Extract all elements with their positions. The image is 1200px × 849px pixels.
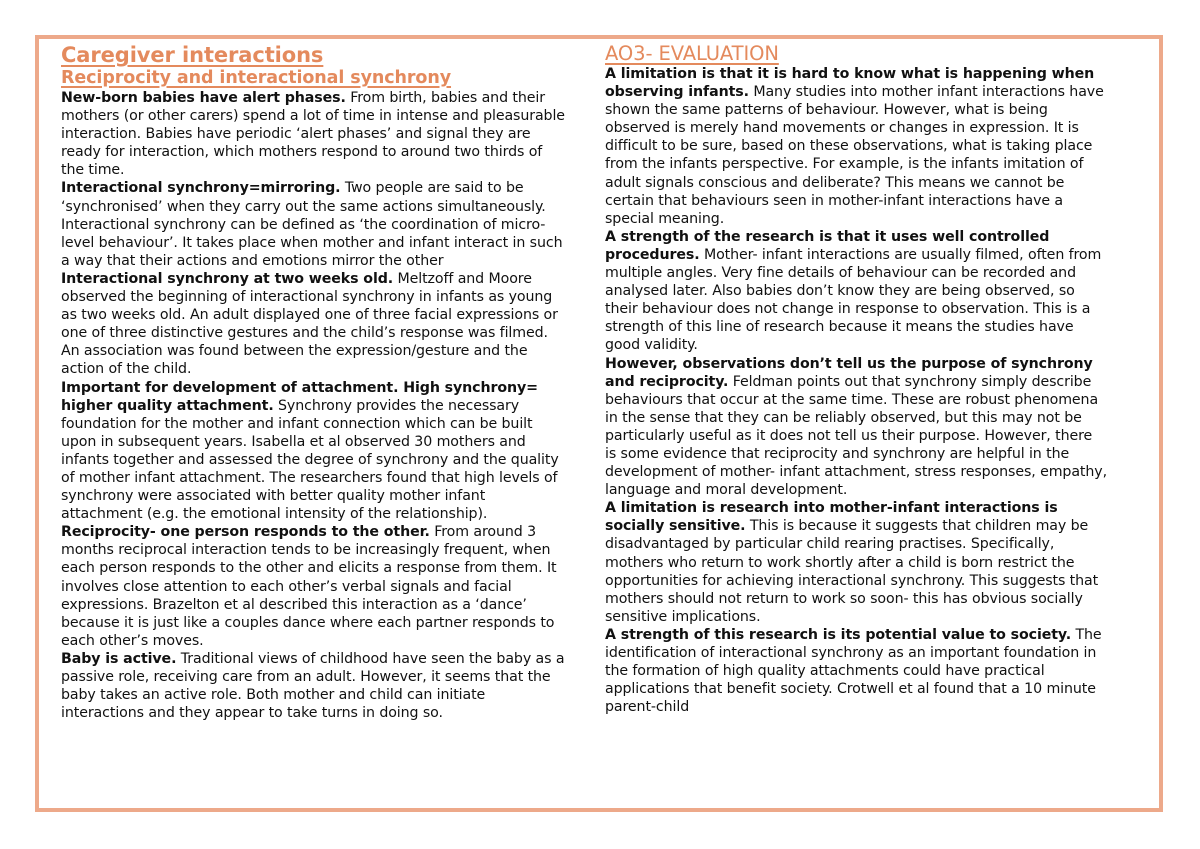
paragraph-body: Mother- infant interactions are usually filmed, often from multiple angles. Very fine details of behaviour can be recorded and analysed later. Also babies don’t know they are being observed, so their behaviour does not change in response to observation. This is a strength of this line of research because it means the studies have good validity. (605, 246, 1102, 354)
paragraph-reciprocity (61, 523, 566, 650)
paragraph-heading: New-born babies have alert phases. (61, 90, 346, 106)
paragraph-heading: Important for development of attachment. High synchrony= higher quality attachment. (61, 379, 538, 414)
paragraph-attachment (61, 379, 566, 524)
paragraph-body: Meltzoff and Moore observed the beginning of interactional synchrony in infants as young as two weeks old. An adult displayed one of three facial expressions or one of three distinctive gestures and the child’s response was filmed. An association was found between the expression/gesture and the action of the child. (61, 270, 558, 378)
evaluation-column (605, 43, 1107, 716)
paragraph-alert-phases (61, 89, 566, 179)
paragraph-socially-sensitive (605, 499, 1107, 626)
paragraph-body: This is because it suggests that children may be disadvantaged by particular child rearing practises. Specifically, mothers who return to work shortly after a child is born restrict the opportunities for achieving interactional synchrony. This suggests that mothers should not return to work so soon- this has obvious socially sensitive implications. (605, 518, 1099, 625)
paragraph-heading: A limitation is that it is hard to know what is happening when observing infants. (605, 66, 1095, 101)
section-subtitle: Reciprocity and interactional synchrony (61, 68, 452, 88)
paragraph-heading: Interactional synchrony=mirroring. (61, 180, 341, 197)
paragraph-heading: Baby is active. (61, 650, 177, 667)
paragraph-purpose (605, 355, 1107, 500)
paragraph-heading: A limitation is research into mother-infant interactions is socially sensitive. (605, 500, 1058, 535)
paragraph-heading: However, observations don’t tell us the purpose of synchrony and reciprocity. (605, 355, 1093, 390)
paragraph-value-to-society (605, 626, 1107, 716)
paragraph-heading: Reciprocity- one person responds to the other. (61, 524, 430, 541)
paragraph-body: The identification of interactional synchrony as an important foundation in the formation of high quality attachments could have practical applications that benefit society. Crotwell et al found that a 10 minute parent-child (605, 626, 1102, 716)
paragraph-heading: Interactional synchrony at two weeks old. (61, 270, 394, 287)
paragraph-body: Traditional views of childhood have seen the baby as a passive role, receiving care from an adult. However, it seems that the baby takes an active role. Both mother and child can initiate interactions and they appear to take turns in doing so. (61, 650, 565, 722)
paragraph-strength-controlled (605, 228, 1107, 355)
paragraph-two-weeks (61, 270, 566, 379)
paragraph-body: Feldman points out that synchrony simply describe behaviours that occur at the same time. These are robust phenomena in the sense that they can be reliably observed, but this may not be particularly useful as it does not tell us their purpose. However, there is some evidence that reciprocity and synchrony are helpful in the development of mother- infant attachment, stress responses, empathy, language and moral development. (605, 373, 1107, 499)
paragraph-body: Many studies into mother infant interactions have shown the same patterns of behaviour. However, what is being observed is merely hand movements or changes in expression. It is difficult to be sure, based on these observations, what is taking place from the infants perspective. For example, is the infants imitation of adult signals conscious and deliberate? This means we cannot be certain that behaviours seen in mother-infant interactions have a special meaning. (605, 84, 1104, 227)
paragraph-limitation-observing (605, 65, 1107, 228)
paragraph-body: Two people are said to be ‘synchronised’ when they carry out the same actions simultaneously. Interactional synchrony can be defined as ‘the coordination of micro-level behaviour’. It takes place when mother and infant interact in such a way that their actions and emotions mirror the other (61, 180, 563, 269)
evaluation-title: AO3- EVALUATION (605, 42, 779, 65)
paragraph-heading: A strength of this research is its potential value to society. (605, 626, 1072, 643)
paragraph-baby-active (61, 650, 566, 722)
paragraph-body: Synchrony provides the necessary foundation for the mother and infant connection which can be built upon in subsequent years. Isabella et al observed 30 mothers and infants together and assessed the degree of synchrony and the quality of mother infant attachment. The researchers found that high levels of synchrony were associated with better quality mother infant attachment (e.g. the emotional intensity of the relationship). (61, 397, 559, 523)
paragraph-body: From around 3 months reciprocal interaction tends to be increasingly frequent, when each person responds to the other and elicits a response from them. It involves close attention to each other’s verbal signals and facial expressions. Brazelton et al described this interaction as a ‘dance’ because it is just like a couples dance where each partner responds to each other’s moves. (61, 524, 557, 649)
page-title: Caregiver interactions (61, 43, 324, 67)
paragraph-heading: A strength of the research is that it uses well controlled procedures. (605, 228, 1050, 263)
caregiver-interactions-column (61, 43, 566, 722)
paragraph-mirroring (61, 179, 566, 269)
paragraph-body: From birth, babies and their mothers (or other carers) spend a lot of time in intense and pleasurable interaction. Babies have periodic ‘alert phases’ and signal they are ready for interaction, which mothers respond to around two thirds of the time. (61, 90, 565, 179)
